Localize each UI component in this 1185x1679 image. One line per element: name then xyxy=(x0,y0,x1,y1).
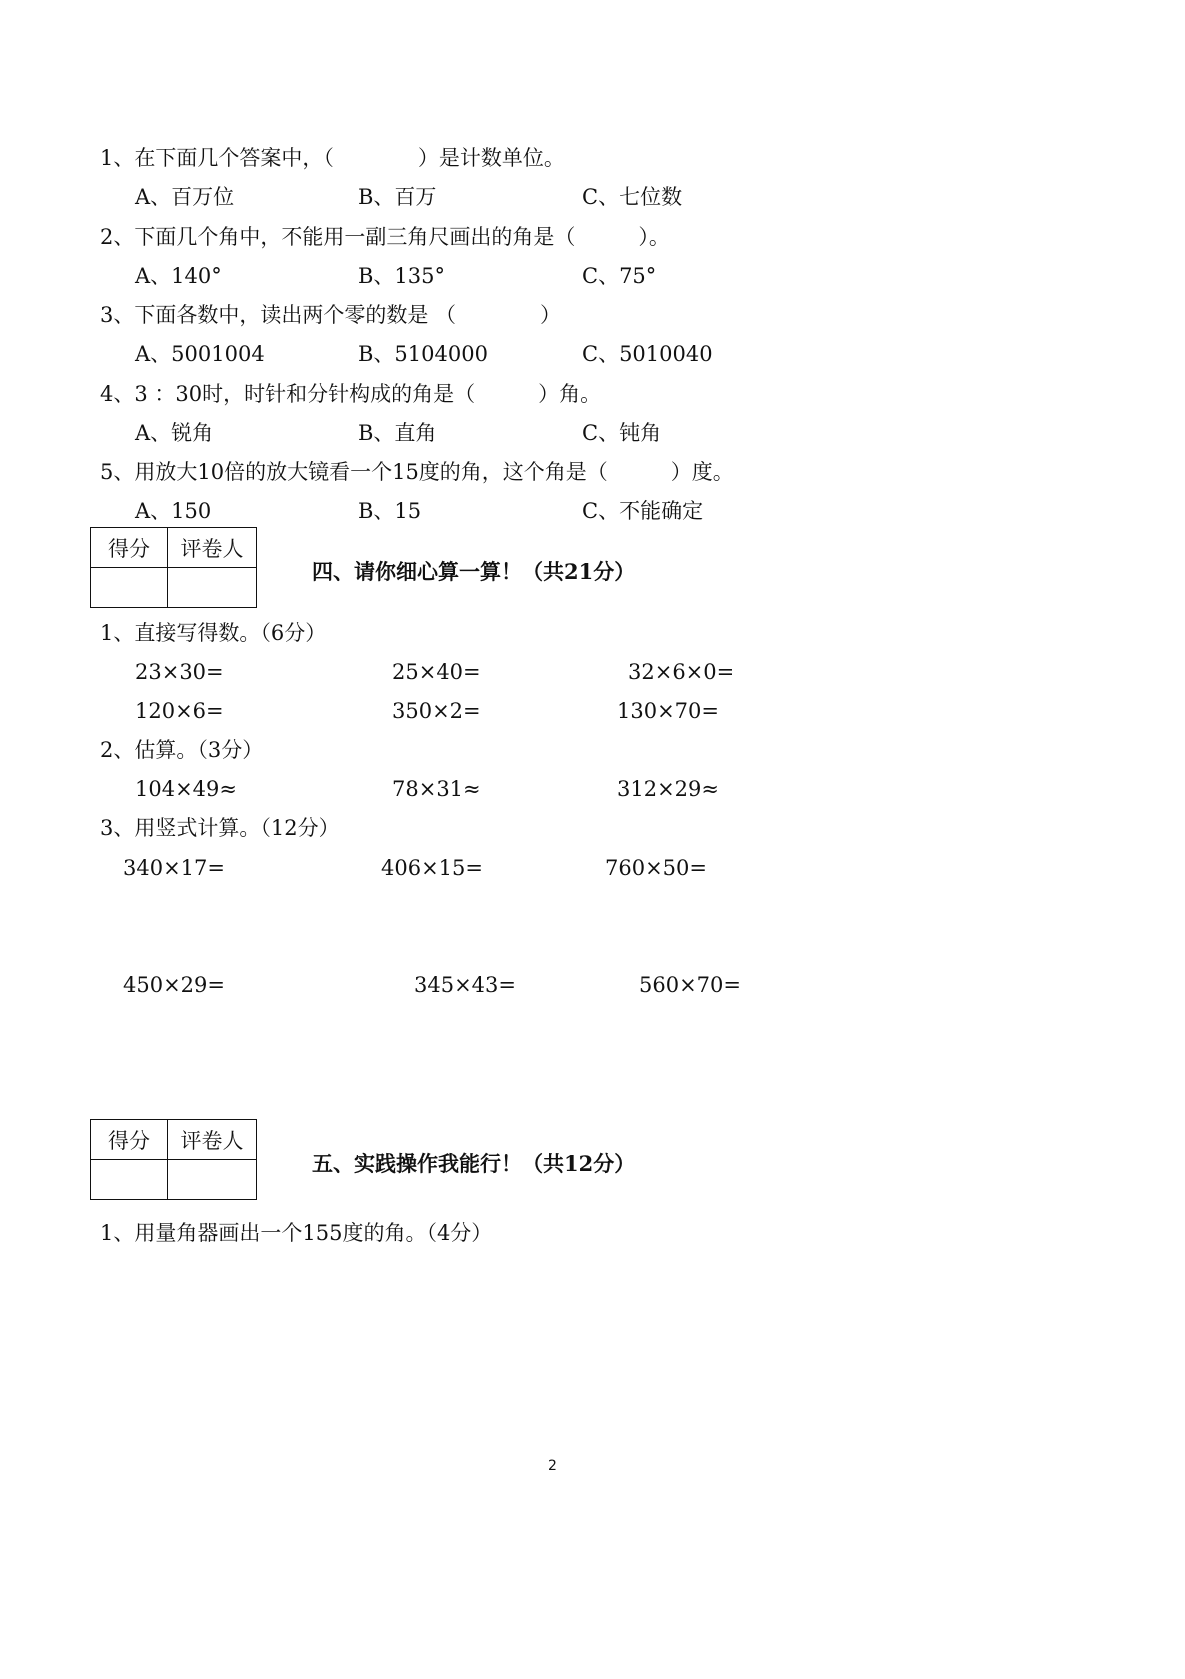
score-box-section5 xyxy=(90,1119,257,1200)
s4-p3-title: 3、用竖式计算。（12分） xyxy=(100,816,340,840)
q3-option-c: C、5010040 xyxy=(582,342,713,366)
q5-option-b: B、15 xyxy=(358,499,422,523)
q4-option-c: C、钝角 xyxy=(582,421,662,445)
q1-option-a: A、百万位 xyxy=(135,185,235,209)
q3-option-a: A、5001004 xyxy=(135,342,265,366)
s5-q1: 1、用量角器画出一个155度的角。（4分） xyxy=(100,1221,493,1245)
q5-stem: 5、用放大10倍的放大镜看一个15度的角，这个角是（ ）度。 xyxy=(100,460,734,484)
calc-item: 130×70= xyxy=(617,699,719,723)
calc-item: 23×30= xyxy=(135,660,224,684)
q2-option-c: C、75° xyxy=(582,264,657,288)
page-number: 2 xyxy=(548,1458,557,1474)
score-header: 得分 xyxy=(91,528,168,568)
estimate-item: 104×49≈ xyxy=(135,777,237,801)
vertical-calc-item: 406×15= xyxy=(381,856,483,880)
calc-item: 350×2= xyxy=(392,699,481,723)
vertical-calc-item: 450×29= xyxy=(123,973,225,997)
score-cell[interactable] xyxy=(91,568,168,608)
vertical-calc-item: 340×17= xyxy=(123,856,225,880)
vertical-calc-item: 760×50= xyxy=(605,856,707,880)
q5-option-a: A、150 xyxy=(135,499,212,523)
q4-stem: 4、3 ：30时，时针和分针构成的角是（ ）角。 xyxy=(100,382,602,406)
q1-stem: 1、在下面几个答案中，（ ）是计数单位。 xyxy=(100,146,565,170)
score-box-section4 xyxy=(90,527,257,608)
q2-stem: 2、下面几个角中，不能用一副三角尺画出的角是（ ）。 xyxy=(100,225,670,249)
q3-stem: 3、下面各数中，读出两个零的数是 （ ） xyxy=(100,303,562,327)
s4-p1-title: 1、直接写得数。（6分） xyxy=(100,621,327,645)
vertical-calc-item: 560×70= xyxy=(639,973,741,997)
estimate-item: 78×31≈ xyxy=(392,777,481,801)
q1-option-c: C、七位数 xyxy=(582,185,683,209)
grader-cell[interactable] xyxy=(168,1160,257,1200)
estimate-item: 312×29≈ xyxy=(617,777,719,801)
q4-option-b: B、直角 xyxy=(358,421,437,445)
score-header: 得分 xyxy=(91,1120,168,1160)
q3-option-b: B、5104000 xyxy=(358,342,488,366)
s4-p2-title: 2、估算。（3分） xyxy=(100,738,264,762)
q2-option-b: B、135° xyxy=(358,264,446,288)
calc-item: 32×6×0= xyxy=(628,660,735,684)
vertical-calc-item: 345×43= xyxy=(414,973,516,997)
score-cell[interactable] xyxy=(91,1160,168,1200)
q5-option-c: C、不能确定 xyxy=(582,499,704,523)
calc-item: 120×6= xyxy=(135,699,224,723)
grader-header: 评卷人 xyxy=(168,528,257,568)
q4-option-a: A、锐角 xyxy=(135,421,214,445)
section4-title: 四、请你细心算一算！（共21分） xyxy=(312,559,636,584)
section5-title: 五、实践操作我能行！（共12分） xyxy=(312,1151,636,1176)
q2-option-a: A、140° xyxy=(135,264,222,288)
q1-option-b: B、百万 xyxy=(358,185,437,209)
calc-item: 25×40= xyxy=(392,660,481,684)
grader-cell[interactable] xyxy=(168,568,257,608)
grader-header: 评卷人 xyxy=(168,1120,257,1160)
